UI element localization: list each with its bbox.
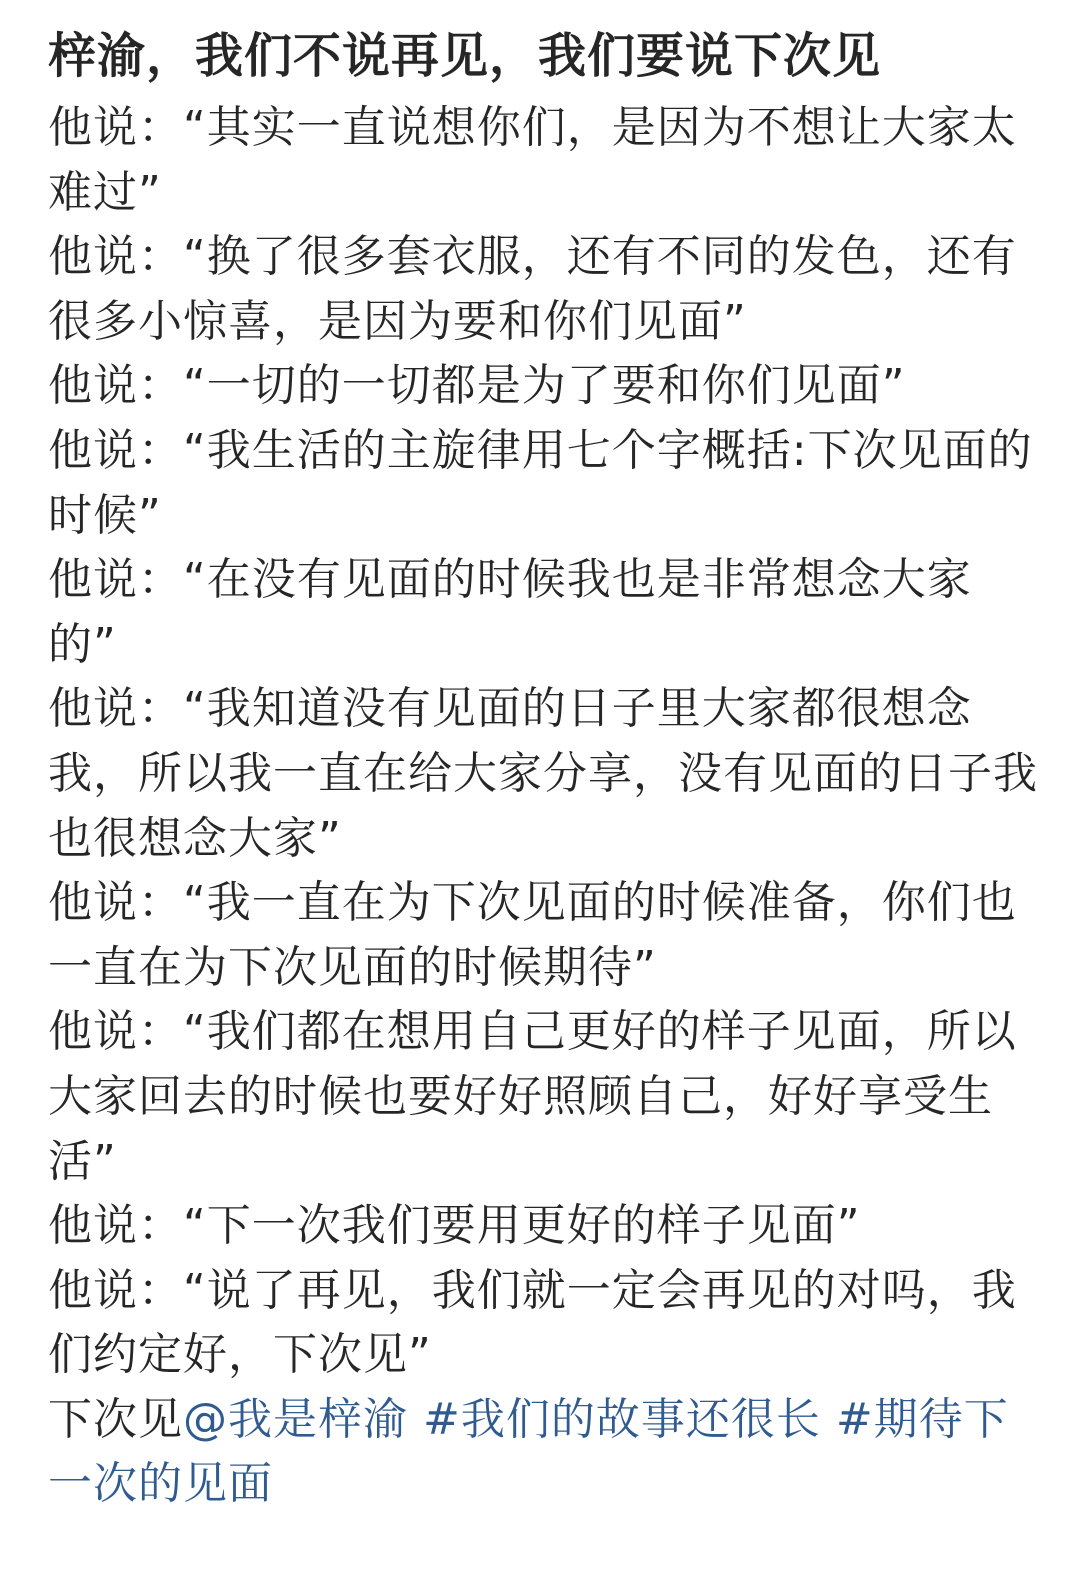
post-footer bbox=[48, 1388, 1038, 1517]
user-mention-link[interactable]: @我是梓渝 bbox=[183, 1393, 408, 1445]
quote-line-8: 他说：“我们都在想用自己更好的样子见面，所以大家回去的时候也要好好照顾自己，好好享受生活” bbox=[48, 1006, 1017, 1187]
quote-line-7: 他说：“我一直在为下次见面的时候准备，你们也一直在为下次见面的时候期待” bbox=[48, 877, 1017, 993]
quote-line-6: 他说：“我知道没有见面的日子里大家都很想念我，所以我一直在给大家分享，没有见面的日子我也很想念大家” bbox=[48, 683, 1038, 864]
post-content bbox=[48, 22, 1038, 1517]
post-title: 梓渝，我们不说再见，我们要说下次见 bbox=[48, 28, 882, 84]
quote-line-10: 他说：“说了再见，我们就一定会再见的对吗，我们约定好，下次见” bbox=[48, 1264, 1017, 1381]
quote-line-3: 他说：“一切的一切都是为了要和你们见面” bbox=[48, 360, 906, 412]
footer-prefix: 下次见 bbox=[48, 1393, 183, 1445]
quote-line-1: 他说：“其实一直说想你们，是因为不想让大家太难过” bbox=[48, 102, 1017, 218]
hashtag-link-next-meeting[interactable]: #期待下一次的见面 bbox=[48, 1393, 1009, 1510]
quote-line-2: 他说：“换了很多套衣服，还有不同的发色，还有很多小惊喜，是因为要和你们见面” bbox=[48, 231, 1017, 347]
quote-line-4: 他说：“我生活的主旋律用七个字概括:下次见面的时候” bbox=[48, 424, 1033, 541]
quote-line-9: 他说：“下一次我们要用更好的样子见面” bbox=[48, 1200, 861, 1252]
quote-line-5: 他说：“在没有见面的时候我也是非常想念大家的” bbox=[48, 554, 972, 670]
hashtag-link-story[interactable]: #我们的故事还很长 bbox=[423, 1393, 821, 1445]
